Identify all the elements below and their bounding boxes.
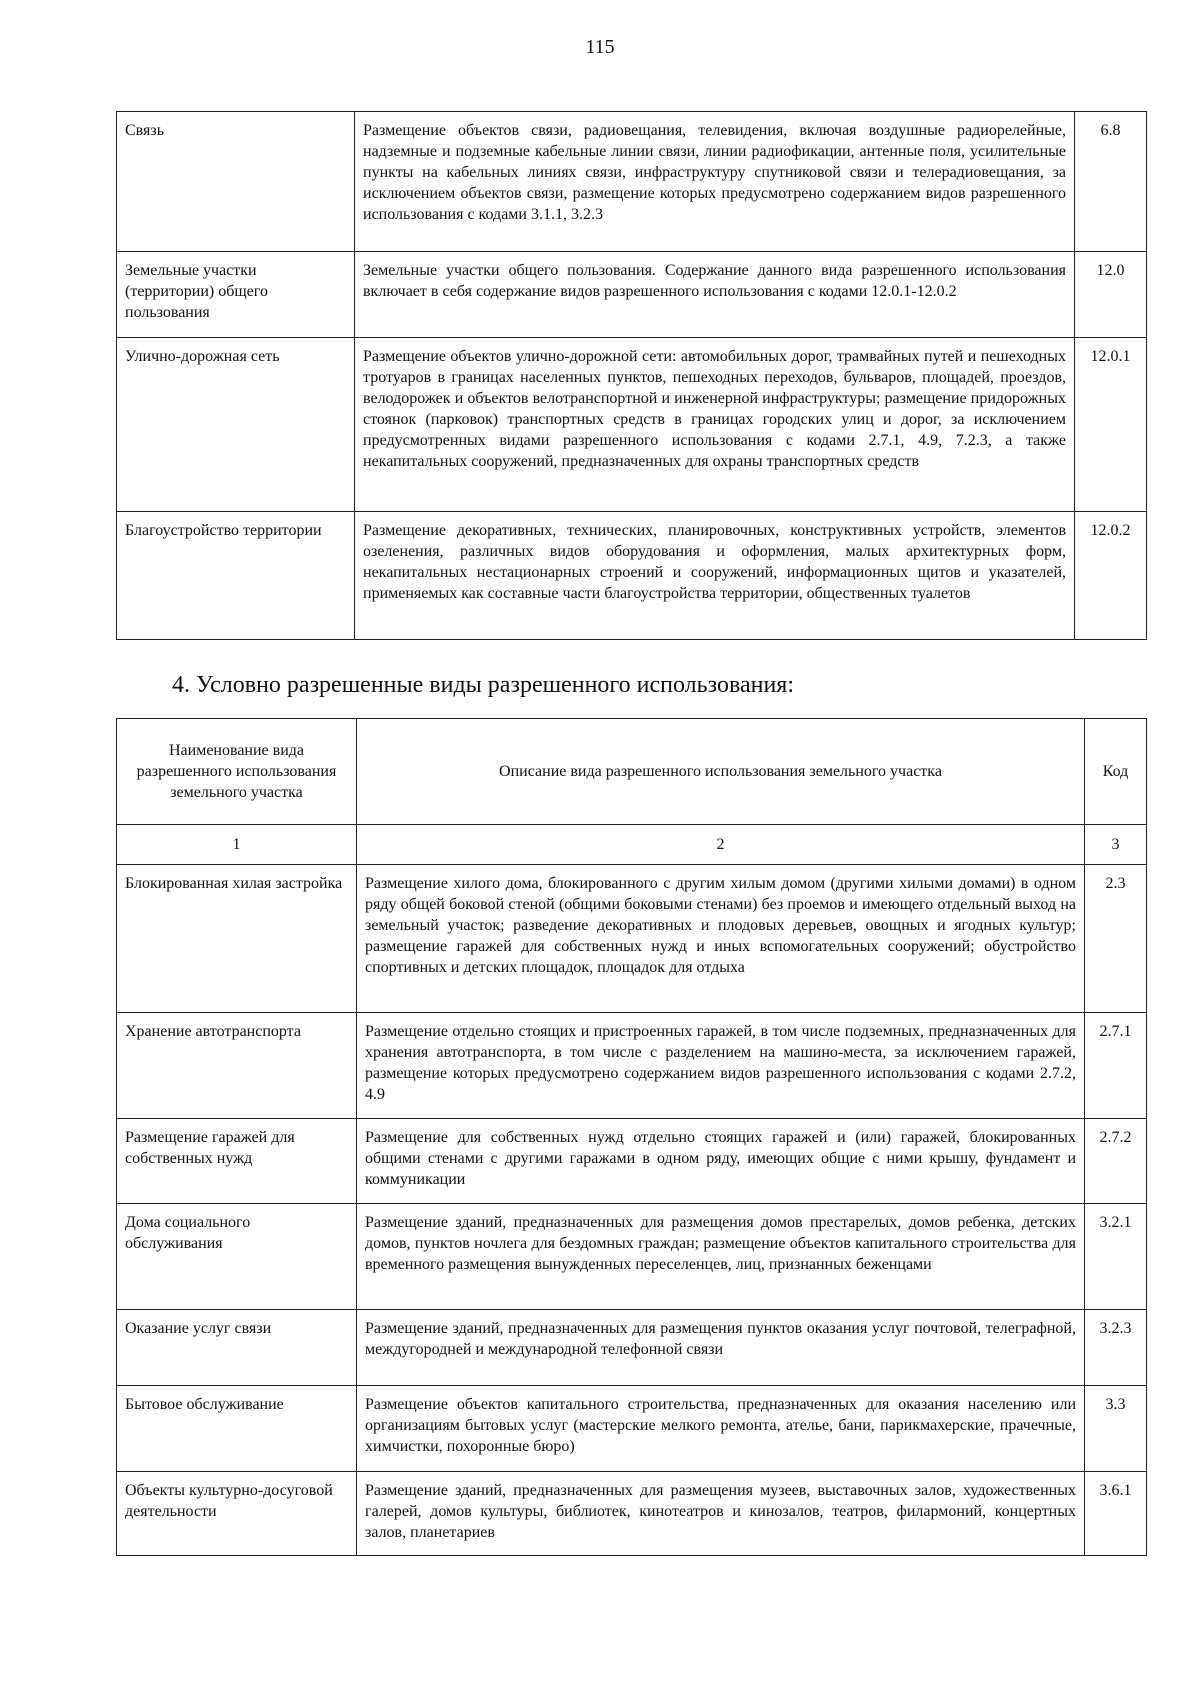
use-description-cell: Земельные участки общего пользования. Содержание данного вида разрешенного использования включает в себя содержание видов разрешенного использования с кодами 12.0.1-12.0.2 [355,252,1075,338]
column-number-row [117,825,1147,865]
use-description-cell: Размещение декоративных, технических, планировочных, конструктивных устройств, элементов озеленения, различных видов оборудования и оформления, малых архитектурных форм, некапитальных нестационарных строений и сооружений, информационных щитов и указателей, применяемых как составные части благоустройства территории, общественных туалетов [355,512,1075,640]
column-number: 2 [357,825,1085,865]
use-code-cell: 12.0.1 [1075,338,1147,512]
use-name-cell: Земельные участки (территории) общего пользования [117,252,355,338]
use-name-cell: Оказание услуг связи [117,1310,357,1386]
use-name-cell: Бытовое обслуживание [117,1386,357,1472]
use-description-cell: Размещение хилого дома, блокированного с другим хилым домом (другими хилыми домами) в одном ряду общей боковой стеной (общими боковыми стенами) без проемов и имеющего отдельный выход на земельный участок; разведение декоративных и плодовых деревьев, овощных и ягодных культур; размещение гаражей для собственных нужд и иных вспомогательных сооружений; обустройство спортивных и детских площадок, площадок для отдыха [357,865,1085,1013]
table-row [117,1013,1147,1119]
table-row [117,512,1147,640]
use-code-cell: 3.2.3 [1085,1310,1147,1386]
table-row [117,1119,1147,1204]
use-code-cell: 2.7.1 [1085,1013,1147,1119]
table-header-row [117,719,1147,825]
page-number: 115 [585,36,615,58]
column-header-name: Наименование вида разрешенного использования земельного участка [117,719,357,825]
column-number: 1 [117,825,357,865]
use-name-cell: Улично-дорожная сеть [117,338,355,512]
use-description-cell: Размещение отдельно стоящих и пристроенных гаражей, в том числе подземных, предназначенных для хранения автотранспорта, в том числе с разделением на машино-места, за исключением гаражей, размещение которых предусмотрено содержанием видов разрешенного использования с кодами 2.7.2, 4.9 [357,1013,1085,1119]
table-row [117,1310,1147,1386]
use-code-cell: 2.7.2 [1085,1119,1147,1204]
section-heading: 4. Условно разрешенные виды разрешенного использования: [172,672,795,698]
use-description-cell: Размещение объектов капитального строительства, предназначенных для оказания населению или организациям бытовых услуг (мастерские мелкого ремонта, ателье, бани, парикмахерские, прачечные, химчистки, похоронные бюро) [357,1386,1085,1472]
table-row [117,1204,1147,1310]
use-code-cell: 6.8 [1075,112,1147,252]
use-name-cell: Связь [117,112,355,252]
use-code-cell: 3.6.1 [1085,1472,1147,1556]
table-row [117,1472,1147,1556]
table-row [117,1386,1147,1472]
use-description-cell: Размещение зданий, предназначенных для размещения пунктов оказания услуг почтовой, телеграфной, междугородней и международной телефонной связи [357,1310,1085,1386]
column-number: 3 [1085,825,1147,865]
table-row [117,338,1147,512]
use-name-cell: Объекты культурно-досуговой деятельности [117,1472,357,1556]
use-description-cell: Размещение для собственных нужд отдельно стоящих гаражей и (или) гаражей, блокированных общими стенами с другими гаражами в одном ряду, имеющих общие с ними крышу, фундамент и коммуникации [357,1119,1085,1204]
use-code-cell: 12.0 [1075,252,1147,338]
conditionally-permitted-use-table [116,718,1147,1556]
use-name-cell: Блокированная хилая застройка [117,865,357,1013]
table-row [117,865,1147,1013]
use-name-cell: Дома социального обслуживания [117,1204,357,1310]
use-code-cell: 2.3 [1085,865,1147,1013]
use-code-cell: 3.2.1 [1085,1204,1147,1310]
column-header-code: Код [1085,719,1147,825]
use-code-cell: 12.0.2 [1075,512,1147,640]
use-description-cell: Размещение объектов улично-дорожной сети: автомобильных дорог, трамвайных путей и пешеходных тротуаров в границах населенных пунктов, пешеходных переходов, бульваров, площадей, проездов, велодорожек и объектов велотранспортной и инженерной инфраструктуры; размещение придорожных стоянок (парковок) транспортных средств в границах городских улиц и дорог, за исключением предусмотренных видами разрешенного использования с кодами 2.7.1, 4.9, 7.2.3, а также некапитальных сооружений, предназначенных для охраны транспортных средств [355,338,1075,512]
table-row [117,252,1147,338]
use-description-cell: Размещение зданий, предназначенных для размещения музеев, выставочных залов, художественных галерей, домов культуры, библиотек, кинотеатров и кинозалов, театров, филармоний, концертных залов, планетариев [357,1472,1085,1556]
use-name-cell: Размещение гаражей для собственных нужд [117,1119,357,1204]
use-description-cell: Размещение объектов связи, радиовещания, телевидения, включая воздушные радиорелейные, надземные и подземные кабельные линии связи, линии радиофикации, антенные поля, усилительные пункты на кабельных линиях связи, инфраструктуру спутниковой связи и телерадиовещания, за исключением объектов связи, размещение которых предусмотрено содержанием видов разрешенного использования с кодами 3.1.1, 3.2.3 [355,112,1075,252]
column-header-description: Описание вида разрешенного использования земельного участка [357,719,1085,825]
use-code-cell: 3.3 [1085,1386,1147,1472]
use-name-cell: Благоустройство территории [117,512,355,640]
use-name-cell: Хранение автотранспорта [117,1013,357,1119]
table-row [117,112,1147,252]
use-description-cell: Размещение зданий, предназначенных для размещения домов престарелых, домов ребенка, детских домов, пунктов ночлега для бездомных граждан; размещение объектов капитального строительства для временного размещения вынужденных переселенцев, лиц, признанных беженцами [357,1204,1085,1310]
permitted-use-table-continued [116,111,1147,640]
